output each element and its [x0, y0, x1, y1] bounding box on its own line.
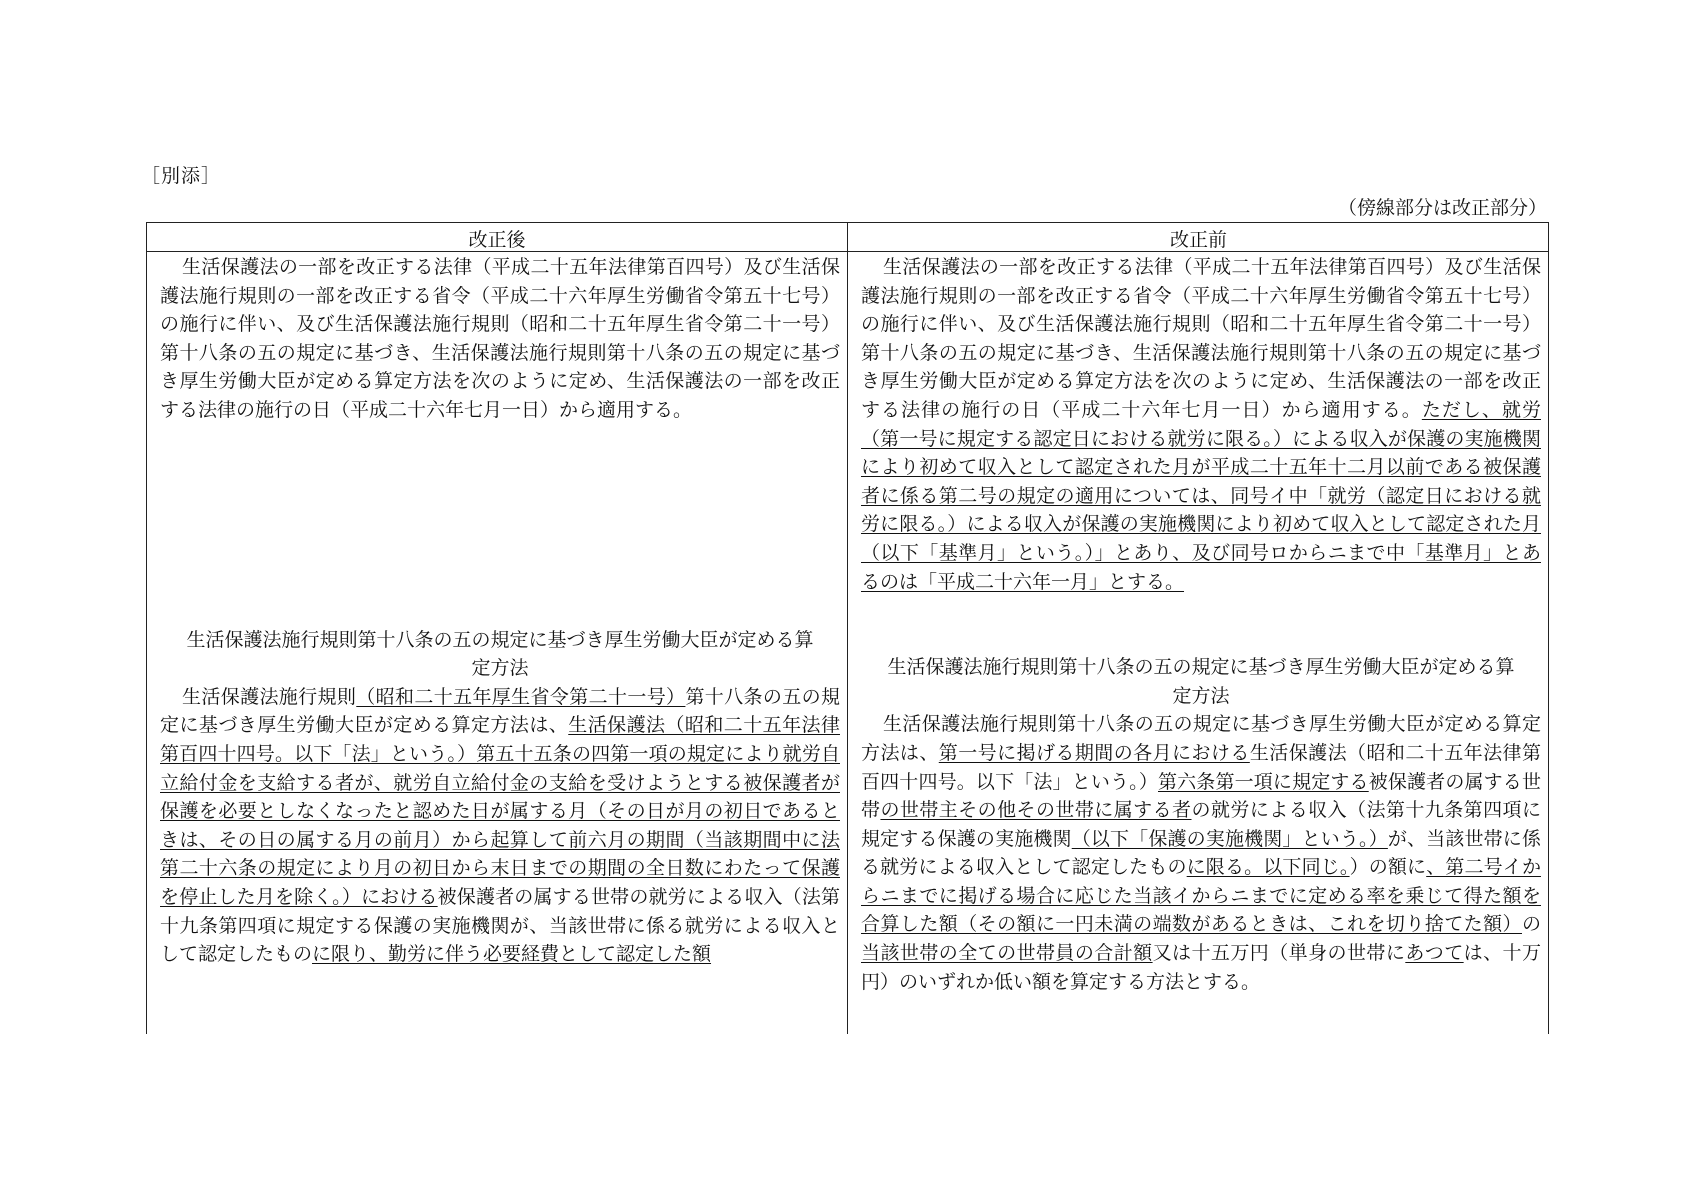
before-title: 生活保護法施行規則第十八条の五の規定に基づき厚生労働大臣が定める算定方法 — [887, 656, 1515, 707]
after-b1: 生活保護法施行規則 — [182, 685, 357, 708]
before-u8: あつて — [1405, 942, 1464, 965]
after-u2: 生活保護法（昭和二十五年法律第百四十四号。以下「法」という。）第五十五条の四第一項の規定により就労自立給付金を支給する者が、就労自立給付金の支給を受けようとする被保護者が保護を必要としなくなったと認めた日が属する月（その日が月の初日であるときは、その日の属する月の前月）から起算して前六月の期間（当該期間中に法第二十六条の規定により月の初日から末日までの期間の全日数にわたって保護を停止した月を除く。）における — [160, 714, 840, 908]
after-body — [160, 683, 840, 969]
before-b4: の就労による収入（法第十九条第四項に規定する保護の実施機関 — [861, 799, 1541, 850]
before-intro — [861, 253, 1541, 596]
before-u4: （以下「保護の実施機関」という。） — [1071, 827, 1388, 850]
before-u5: に限る。以下同じ。 — [1186, 856, 1350, 879]
before-u1: 第一号に掲げる期間の各月における — [938, 741, 1250, 764]
before-spacer — [861, 596, 1541, 653]
after-title: 生活保護法施行規則第十八条の五の規定に基づき厚生労働大臣が定める算定方法 — [186, 628, 814, 680]
before-intro-text: 生活保護法の一部を改正する法律（平成二十五年法律第百四号）及び生活保護法施行規則の一部を改正する省令（平成二十六年厚生労働省令第五十七号）の施行に伴い、及び生活保護法施行規則（昭和二十五年厚生省令第二十一号）第十八条の五の規定に基づき、生活保護法施行規則第十八条の五の規定に基づき厚生労働大臣が定める算定方法を次のように定め、生活保護法の一部を改正する法律の施行の日（平成二十六年七月一日）から適用する。 — [861, 256, 1541, 421]
before-b3: 被保護者の属する世帯 — [861, 770, 1541, 822]
attachment-label: ［別添］ — [141, 165, 222, 187]
before-column — [861, 253, 1541, 996]
after-b2: 第十八条の五の規定に基づき厚生労働大臣が定める算定方法は、 — [160, 685, 840, 737]
before-body — [861, 710, 1541, 996]
after-heading: 改正後 — [468, 229, 526, 251]
column-divider — [847, 223, 848, 1034]
before-b5: が、当該世帯に係る就労による収入として認定したもの — [861, 827, 1541, 879]
after-column — [160, 253, 840, 969]
before-intro-underlined: ただし、就労（第一号に規定する認定日における就労に限る。）による収入が保護の実施機関により初めて収入として認定された月が平成二十五年十二月以前である被保護者に係る第二号の規定の適用については、同号イ中「就労（認定日における就労に限る。）による収入が保護の実施機関により初めて収入として認定された月（以下「基準月」という。）」とあり、及び同号ロからニまで中「基準月」とあるのは「平成二十六年一月」とする。 — [861, 398, 1541, 593]
before-heading: 改正前 — [1169, 229, 1227, 251]
after-intro: 生活保護法の一部を改正する法律（平成二十五年法律第百四号）及び生活保護法施行規則の一部を改正する省令（平成二十六年厚生労働省令第五十七号）の施行に伴い、及び生活保護法施行規則（昭和二十五年厚生省令第二十一号）第十八条の五の規定に基づき、生活保護法施行規則第十八条の五の規定に基づき厚生労働大臣が定める算定方法を次のように定め、生活保護法の一部を改正する法律の施行の日（平成二十六年七月一日）から適用する。 — [160, 256, 840, 421]
before-b1: 生活保護法施行規則第十八条の五の規定に基づき厚生労働大臣が定める算定方法は、 — [861, 713, 1541, 764]
before-u7: 当該世帯の全ての世帯員の合計額 — [861, 942, 1153, 965]
comparison-table — [146, 222, 1549, 1034]
before-b7: の — [1521, 913, 1541, 936]
before-u3: の世帯主その他その世帯に属する者 — [880, 799, 1192, 822]
before-b6: ）の額に — [1349, 856, 1427, 879]
before-b9: は、十万円）のいずれか低い額を算定する方法とする。 — [861, 942, 1541, 993]
after-spacer — [160, 425, 840, 626]
underline-note: （傍線部分は改正部分） — [1337, 197, 1547, 219]
after-u3: に限り、勤労に伴う必要経費として認定した額 — [312, 943, 712, 966]
before-b8: 又は十五万円（単身の世帯に — [1152, 942, 1406, 965]
before-b2: 生活保護法（昭和二十五年法律第百四十四号。以下「法」という。） — [861, 741, 1541, 793]
before-u2: 第六条第一項に規定する — [1158, 770, 1369, 793]
before-u6: 、第二号イからニまでに掲げる場合に応じた当該イからニまでに定める率を乗じて得た額を合算した額（その額に一円未満の端数があるときは、これを切り捨てた額） — [861, 856, 1541, 936]
after-u1: （昭和二十五年厚生省令第二十一号） — [356, 685, 686, 708]
after-b3: 被保護者の属する世帯の就労による収入（法第十九条第四項に規定する保護の実施機関が、当該世帯に係る就労による収入として認定したもの — [160, 885, 840, 966]
